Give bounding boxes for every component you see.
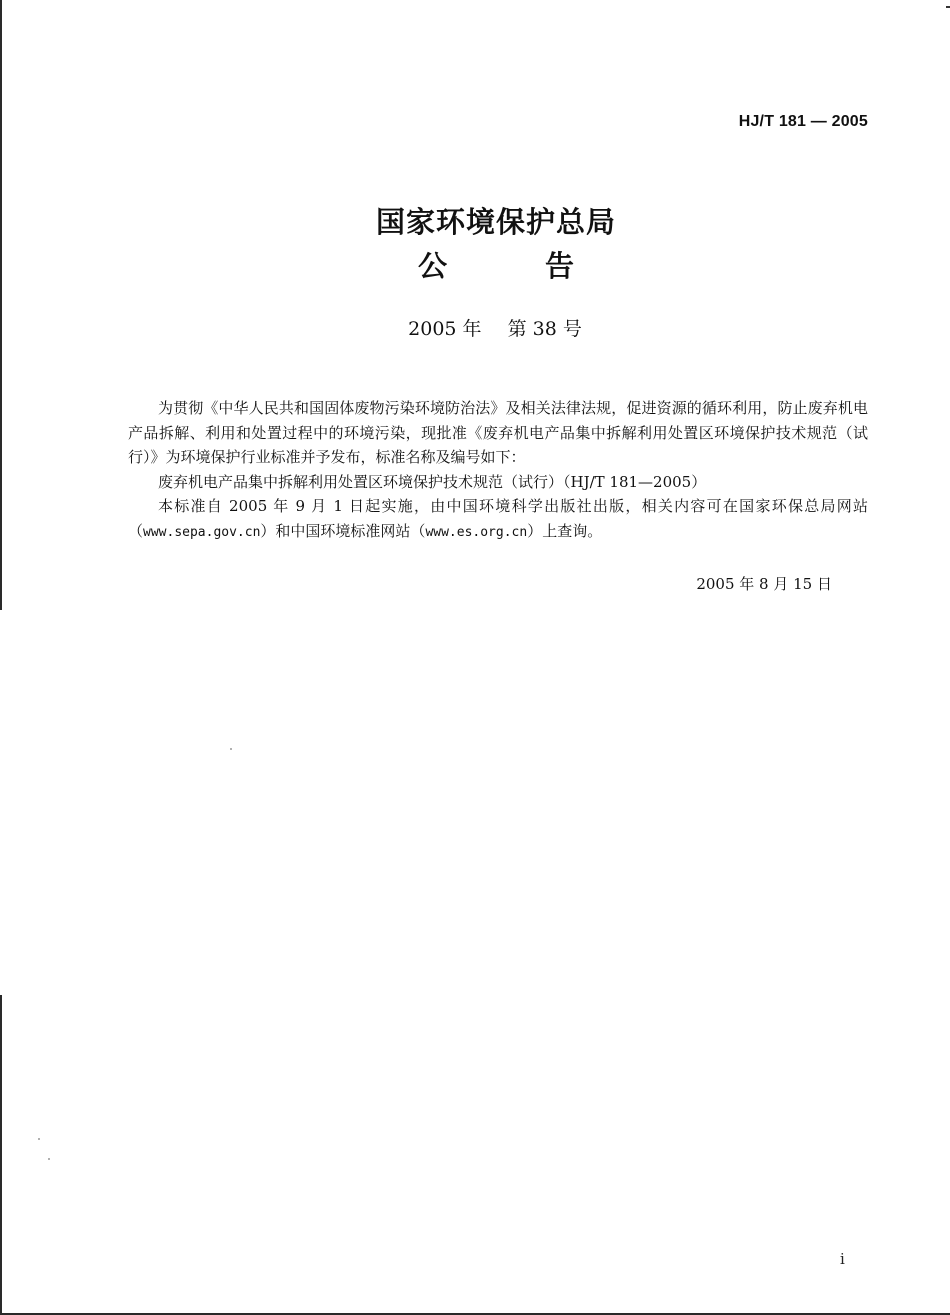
scan-speck — [48, 1158, 50, 1160]
notice-year: 2005 年 — [408, 318, 482, 340]
scan-mark — [946, 6, 950, 8]
agency-title: 国家环境保护总局 — [375, 205, 616, 239]
scan-border-left-lower — [0, 995, 2, 1315]
para3-text-before: 本标准自 2005 年 9 月 1 日起实施，由中国环境科学出版社出版，相关内容可在国家环保总局网站（ — [128, 497, 868, 540]
notice-number — [0, 314, 950, 341]
para3-text-middle: ）和中国环境标准网站（ — [260, 521, 426, 540]
scan-speck — [38, 1138, 40, 1140]
scan-border-left-upper — [0, 0, 2, 610]
notice-body — [128, 396, 868, 546]
sepa-website: www.sepa.gov.cn — [143, 524, 261, 540]
para3-text-after: ）上查询。 — [527, 521, 603, 540]
body-paragraph-2: 废弃机电产品集中拆解利用处置区环境保护技术规范（试行）（HJ/T 181—2005） — [158, 472, 707, 491]
notice-title-char-2: 告 — [545, 249, 575, 283]
page-number: i — [840, 1250, 845, 1268]
notice-title-char-1: 公 — [417, 249, 447, 283]
body-paragraph-3 — [128, 494, 868, 545]
standard-code: HJ/T 181 — 2005 — [738, 113, 868, 130]
scan-speck — [230, 748, 232, 750]
notice-title — [0, 244, 950, 285]
notice-number-value: 第 38 号 — [507, 318, 582, 340]
es-website: www.es.org.cn — [425, 524, 528, 540]
body-paragraph-1: 为贯彻《中华人民共和国固体废物污染环境防治法》及相关法律法规，促进资源的循环利用，防止废弃机电产品拆解、利用和处置过程中的环境污染，现批准《废弃机电产品集中拆解利用处置区环境保护技术规范（试行）》为环境保护行业标准并予发布，标准名称及编号如下： — [128, 399, 868, 467]
notice-date: 2005 年 8 月 15 日 — [696, 575, 832, 593]
